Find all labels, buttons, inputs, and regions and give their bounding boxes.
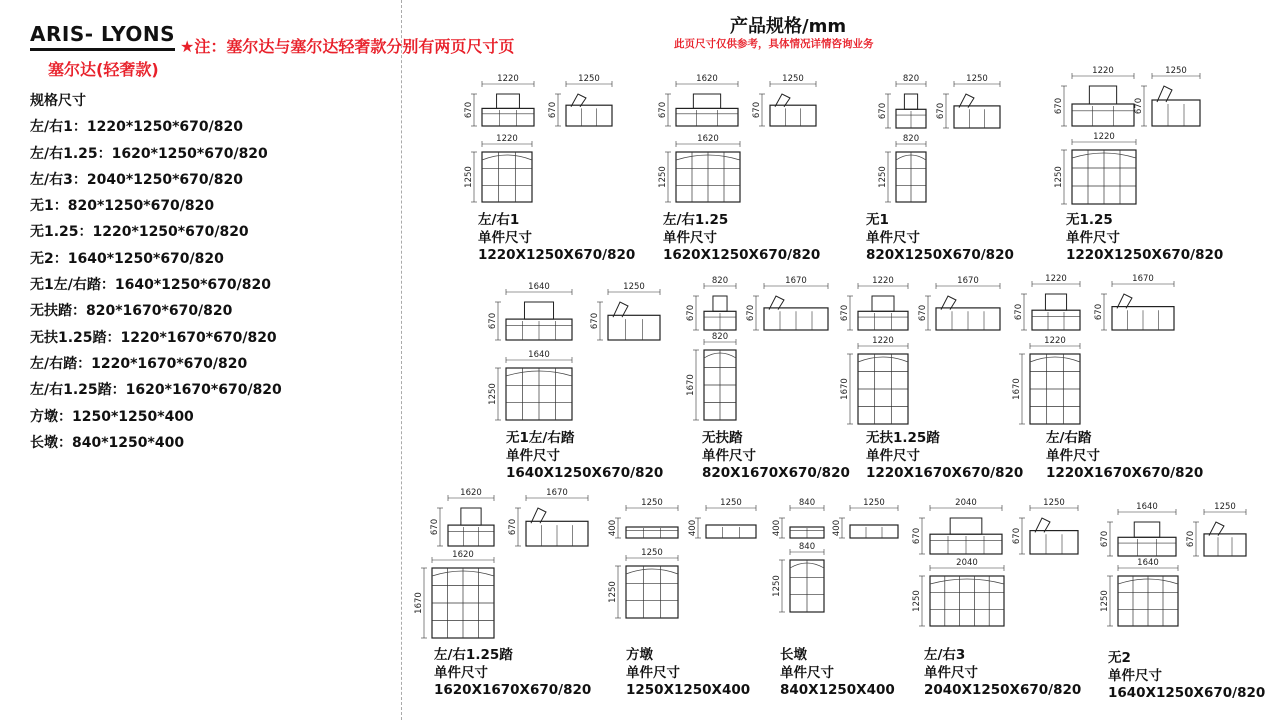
product-drawing: [488, 282, 660, 420]
product-drawing: [1054, 66, 1200, 204]
product-drawing: [878, 74, 1000, 202]
backrest-shape: [904, 94, 917, 109]
spec-page-disclaimer: 此页尺寸仅供参考，具体情况详情咨询业务: [674, 38, 874, 50]
plan-outline: [626, 566, 678, 618]
dimension-label: 670: [918, 304, 928, 322]
product-drawing: [912, 498, 1078, 626]
spec-page-title: 产品规格/mm: [730, 16, 847, 37]
dimension-label: 1250: [772, 575, 782, 597]
product-drawing: [1100, 502, 1246, 626]
dimension-label: 820: [711, 276, 729, 286]
spec-row: 无2：1640*1250*670/820: [30, 250, 224, 267]
dimension-label: 1250: [1054, 166, 1064, 188]
plan-outline: [482, 152, 532, 202]
plan-backrest-curve: [626, 569, 678, 574]
dimension-label: 1220: [496, 134, 518, 144]
side-seat-shape: [608, 315, 660, 340]
product-name: 左/右1: [478, 212, 520, 228]
product-label: 单件尺寸: [924, 664, 978, 681]
product-name: 左/右1.25: [663, 212, 729, 228]
dimension-label: 1670: [785, 276, 807, 286]
seat-shape: [1072, 104, 1134, 126]
dimension-label: 670: [1100, 530, 1110, 548]
dimension-label: 670: [686, 304, 696, 322]
product-label: 单件尺寸: [434, 664, 488, 681]
seat-shape: [676, 108, 738, 126]
dimension-label: 1250: [488, 383, 498, 405]
side-seat-shape: [954, 106, 1000, 128]
plan-backrest-curve: [930, 579, 1004, 584]
plan-backrest-curve: [482, 155, 532, 160]
backrest-shape: [693, 94, 720, 108]
product-size: 1220X1670X670/820: [1046, 465, 1204, 481]
seat-shape: [626, 527, 678, 538]
spec-row: 无1：820*1250*670/820: [30, 198, 215, 215]
dimension-label: 400: [772, 519, 782, 537]
dimension-label: 1640: [1137, 558, 1159, 568]
dimension-label: 670: [840, 304, 850, 322]
product-size: 1250X1250X400: [626, 682, 751, 698]
product-label: 单件尺寸: [780, 664, 834, 681]
product-caption: [478, 212, 635, 265]
product-size: 1640X1250X670/820: [1108, 685, 1266, 701]
product-label: 单件尺寸: [1066, 229, 1120, 246]
dimension-label: 1250: [641, 498, 663, 508]
product-drawing: [686, 276, 828, 420]
dimension-label: 1250: [1165, 66, 1187, 76]
product-size: 820X1250X670/820: [866, 247, 1014, 263]
product-name: 长墩: [780, 647, 807, 663]
backrest-shape: [1089, 86, 1116, 104]
spec-heading: 规格尺寸: [30, 93, 86, 109]
dimension-label: 670: [746, 304, 756, 322]
product-name: 左/右1.25踏: [434, 647, 513, 663]
product-drawing: [658, 74, 816, 202]
product-label: 单件尺寸: [866, 229, 920, 246]
product-name: 无扶1.25踏: [866, 430, 940, 446]
product-caption: [663, 212, 820, 265]
dimension-label: 1220: [1093, 132, 1115, 142]
dimension-label: 670: [1186, 530, 1196, 548]
dimension-label: 1250: [608, 581, 618, 603]
dimension-label: 1640: [528, 350, 550, 360]
spec-row: 方墩：1250*1250*400: [30, 408, 194, 425]
dimension-label: 670: [1012, 527, 1022, 545]
dimension-label: 1250: [720, 498, 742, 508]
spec-row: 无扶1.25踏：1220*1670*670/820: [30, 329, 277, 346]
product-caption: [506, 430, 663, 483]
dimension-label: 840: [798, 498, 816, 508]
side-seat-shape: [1030, 531, 1078, 554]
dimension-label: 1670: [1132, 274, 1154, 284]
dimension-label: 1250: [878, 166, 888, 188]
backrest-shape: [713, 296, 727, 311]
product-caption: [866, 212, 1014, 265]
product-drawing: [464, 74, 612, 202]
seat-shape: [448, 525, 494, 546]
dimension-label: 670: [430, 518, 440, 536]
dimension-label: 670: [1054, 97, 1064, 115]
plan-backrest-curve: [858, 357, 908, 362]
dimension-label: 670: [658, 101, 668, 119]
backrest-shape: [1134, 522, 1160, 537]
dimension-label: 1250: [1043, 498, 1065, 508]
dimension-label: 1250: [912, 590, 922, 612]
product-drawing: [414, 488, 588, 638]
dimension-label: 1670: [840, 378, 850, 400]
dimension-label: 1670: [957, 276, 979, 286]
product-size: 1220X1670X670/820: [866, 465, 1024, 481]
size-page-note: ★注：塞尔达与塞尔达轻奢款分别有两页尺寸页: [180, 37, 515, 56]
dimension-label: 1620: [697, 134, 719, 144]
product-size: 840X1250X400: [780, 682, 895, 698]
dimension-label: 1220: [1092, 66, 1114, 76]
dimension-label: 1220: [872, 336, 894, 346]
dimension-label: 1250: [623, 282, 645, 292]
dimension-label: 1640: [528, 282, 550, 292]
dimension-label: 670: [752, 101, 762, 119]
dimension-label: 820: [902, 74, 920, 84]
dimension-label: 1670: [414, 592, 424, 614]
seat-shape: [858, 311, 908, 330]
side-seat-shape: [566, 105, 612, 126]
dimension-label: 400: [608, 519, 618, 537]
product-caption: [1046, 430, 1203, 483]
product-label: 单件尺寸: [506, 447, 560, 464]
product-name: 无2: [1108, 650, 1131, 666]
seat-shape: [1032, 310, 1080, 330]
product-size: 1220X1250X670/820: [478, 247, 636, 263]
side-seat-shape: [850, 525, 898, 538]
side-seat-shape: [770, 105, 816, 126]
spec-row: 左/右3：2040*1250*670/820: [30, 171, 243, 188]
dimension-label: 670: [548, 101, 558, 119]
brand-title: ARIS- LYONS: [30, 22, 175, 51]
dimension-label: 2040: [955, 498, 977, 508]
dimension-label: 670: [1014, 303, 1024, 321]
dimension-label: 670: [878, 102, 888, 120]
product-name: 无扶踏: [702, 430, 743, 446]
dimension-label: 1620: [696, 74, 718, 84]
product-caption: [780, 647, 895, 700]
dimension-label: 1250: [863, 498, 885, 508]
dimension-label: 670: [488, 312, 498, 330]
spec-row: 左/右1.25：1620*1250*670/820: [30, 145, 268, 162]
product-name: 无1: [866, 212, 889, 228]
product-size: 1620X1670X670/820: [434, 682, 592, 698]
product-size: 820X1670X670/820: [702, 465, 850, 481]
product-size: 1220X1250X670/820: [1066, 247, 1224, 263]
dimension-label: 1620: [460, 488, 482, 498]
backrest-shape: [524, 302, 553, 319]
dimension-label: 1220: [497, 74, 519, 84]
product-size: 1640X1250X670/820: [506, 465, 664, 481]
product-drawing: [1012, 274, 1174, 424]
backrest-shape: [497, 94, 520, 108]
dimension-label: 2040: [956, 558, 978, 568]
spec-row: 无1.25：1220*1250*670/820: [30, 224, 249, 241]
product-name: 左/右踏: [1046, 430, 1092, 446]
product-name: 左/右3: [924, 647, 966, 663]
product-label: 单件尺寸: [1108, 667, 1162, 684]
product-label: 单件尺寸: [626, 664, 680, 681]
plan-backrest-curve: [1030, 357, 1080, 362]
product-drawing: [772, 498, 898, 612]
backrest-shape: [1045, 294, 1066, 310]
product-label: 单件尺寸: [1046, 447, 1100, 464]
dimension-label: 670: [590, 312, 600, 330]
dimension-label: 1250: [782, 74, 804, 84]
product-label: 单件尺寸: [663, 229, 717, 246]
dimension-label: 1220: [1045, 274, 1067, 284]
product-drawing: [840, 276, 1000, 424]
product-label: 单件尺寸: [478, 229, 532, 246]
dimension-label: 1250: [464, 166, 474, 188]
plan-outline: [930, 576, 1004, 626]
spec-row: 左/右1：1220*1250*670/820: [30, 119, 243, 136]
product-name: 无1.25: [1066, 212, 1113, 228]
seat-shape: [482, 108, 534, 126]
dimension-label: 820: [902, 134, 920, 144]
product-name: 无1左/右踏: [506, 430, 575, 446]
dimension-label: 400: [688, 519, 698, 537]
dimension-label: 1250: [641, 548, 663, 558]
dimension-label: 1250: [1100, 590, 1110, 612]
backrest-shape: [950, 518, 982, 534]
seat-shape: [1118, 537, 1176, 556]
dimension-label: 1220: [872, 276, 894, 286]
dimension-label: 1620: [452, 550, 474, 560]
product-caption: [924, 647, 1081, 700]
dimension-label: 670: [464, 101, 474, 119]
product-drawing: [608, 498, 756, 618]
dimension-label: 1220: [1044, 336, 1066, 346]
dimension-label: 840: [798, 542, 816, 552]
dimension-label: 670: [912, 527, 922, 545]
product-caption: [1066, 212, 1223, 265]
dimension-label: 400: [832, 519, 842, 537]
product-caption: [1108, 650, 1265, 703]
dimension-label: 820: [711, 332, 729, 342]
product-label: 单件尺寸: [702, 447, 756, 464]
product-name: 方墩: [626, 647, 653, 663]
product-caption: [702, 430, 850, 483]
product-caption: [866, 430, 1023, 483]
backrest-shape: [872, 296, 894, 311]
dimension-label: 670: [936, 102, 946, 120]
dimension-label: 670: [508, 518, 518, 536]
dimension-label: 1250: [578, 74, 600, 84]
side-seat-shape: [1152, 100, 1200, 126]
dimension-label: 1640: [1136, 502, 1158, 512]
backrest-shape: [461, 508, 481, 525]
product-subtitle: 塞尔达(轻奢款): [48, 60, 159, 79]
dimension-label: 1670: [1012, 378, 1022, 400]
dimension-label: 670: [1094, 303, 1104, 321]
product-caption: [626, 647, 750, 700]
spec-row: 长墩：840*1250*400: [30, 434, 185, 451]
product-size: 2040X1250X670/820: [924, 682, 1082, 698]
dimension-label: 1250: [658, 166, 668, 188]
dimension-label: 1670: [546, 488, 568, 498]
dimension-label: 1250: [1214, 502, 1236, 512]
product-caption: [434, 647, 591, 700]
product-label: 单件尺寸: [866, 447, 920, 464]
dimension-label: 1670: [686, 374, 696, 396]
spec-row: 左/右1.25踏：1620*1670*670/820: [30, 382, 282, 399]
dimension-label: 670: [1134, 97, 1144, 115]
side-seat-shape: [706, 525, 756, 538]
dimension-label: 1250: [966, 74, 988, 84]
spec-row: 无1左/右踏：1640*1250*670/820: [30, 277, 271, 294]
spec-row: 左/右踏：1220*1670*670/820: [30, 355, 248, 372]
spec-row: 无扶踏：820*1670*670/820: [30, 303, 233, 320]
side-seat-shape: [1204, 534, 1246, 556]
product-size: 1620X1250X670/820: [663, 247, 821, 263]
